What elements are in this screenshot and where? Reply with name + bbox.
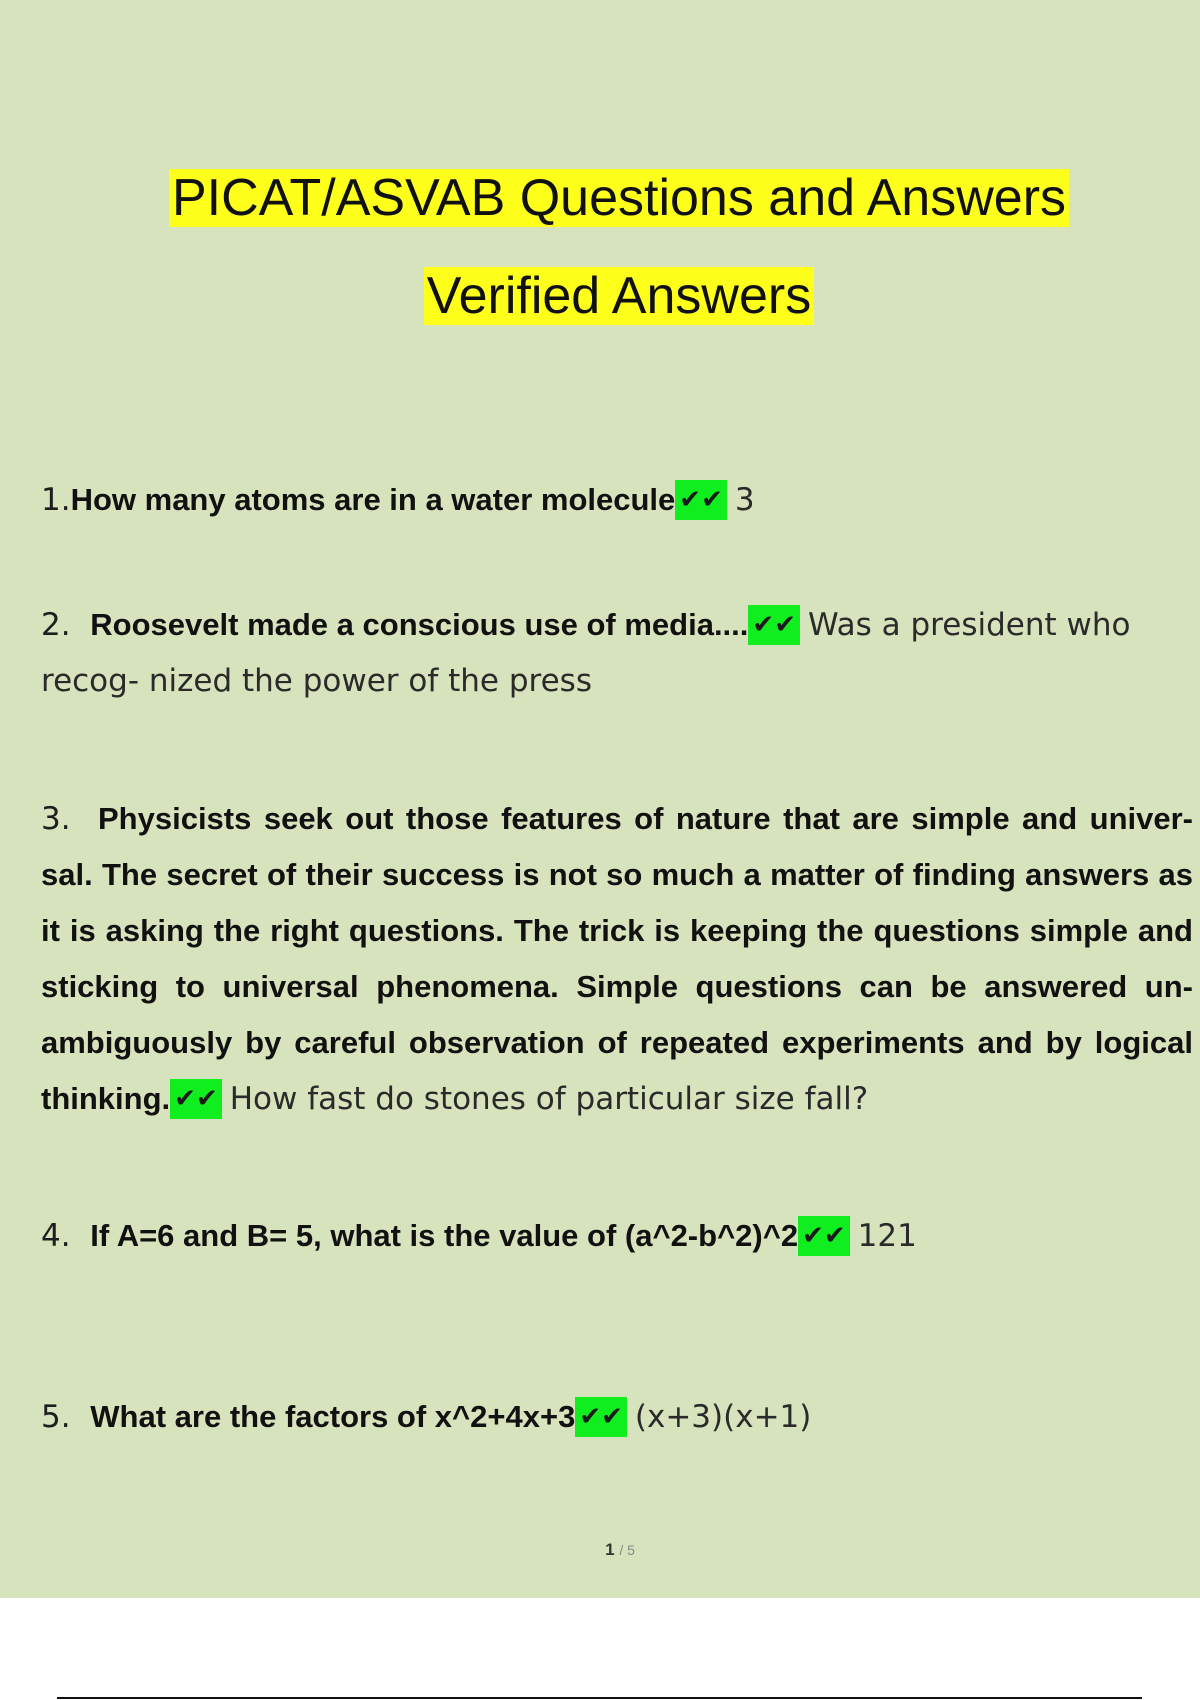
answer-text: How fast do stones of particular size fall? [229,1081,869,1117]
page-indicator [0,1540,1200,1560]
item-number: 1. [41,482,71,518]
check-icon: ✔✔ [798,1216,850,1256]
item-number: 5. [41,1399,71,1435]
question-item-4 [41,1208,1193,1264]
page-current: 1 [605,1540,615,1559]
title-highlight: PICAT/ASVAB Questions and Answers [169,169,1069,227]
question-item-3 [41,791,1193,1127]
answer-text: 121 [857,1218,917,1254]
document-title-line2 [0,264,1200,328]
answer-text: 3 [734,482,755,518]
page-total: / 5 [619,1542,635,1558]
title-highlight: Verified Answers [424,267,814,325]
item-number: 4. [41,1218,71,1254]
answer-text: (x+3)(x+1) [634,1399,812,1435]
question-text: How many atoms are in a water molecule [70,482,676,517]
question-text: What are the factors of x^2+4x+3 [90,1399,576,1434]
footer-divider [57,1697,1142,1699]
check-icon: ✔✔ [675,480,727,520]
check-icon: ✔✔ [748,605,800,645]
document-title-line1 [0,166,1200,230]
question-item-5 [41,1389,1193,1445]
question-text: Roosevelt made a conscious use of media.... [90,607,749,642]
question-text: If A=6 and B= 5, what is the value of (a^2-b^2)^2 [90,1218,799,1253]
question-item-1 [41,472,1193,528]
item-number: 2. [41,607,71,643]
question-text: Physicists seek out those features of nature that are simple and univer- sal. The secret of their success is not so much a matter of finding answers as it is asking the right questions. The trick is keeping the questions simple and sticking to universal phenomena. Simple questions can be answered un- ambiguously by careful observation of repeated experiments and by logical thinking. [41,801,1193,1116]
check-icon: ✔✔ [170,1079,222,1119]
question-item-2 [41,597,1193,709]
item-number: 3. [41,801,71,837]
answer-text: Was a president who recog- nized the power of the press [41,607,1131,699]
check-icon: ✔✔ [575,1397,627,1437]
